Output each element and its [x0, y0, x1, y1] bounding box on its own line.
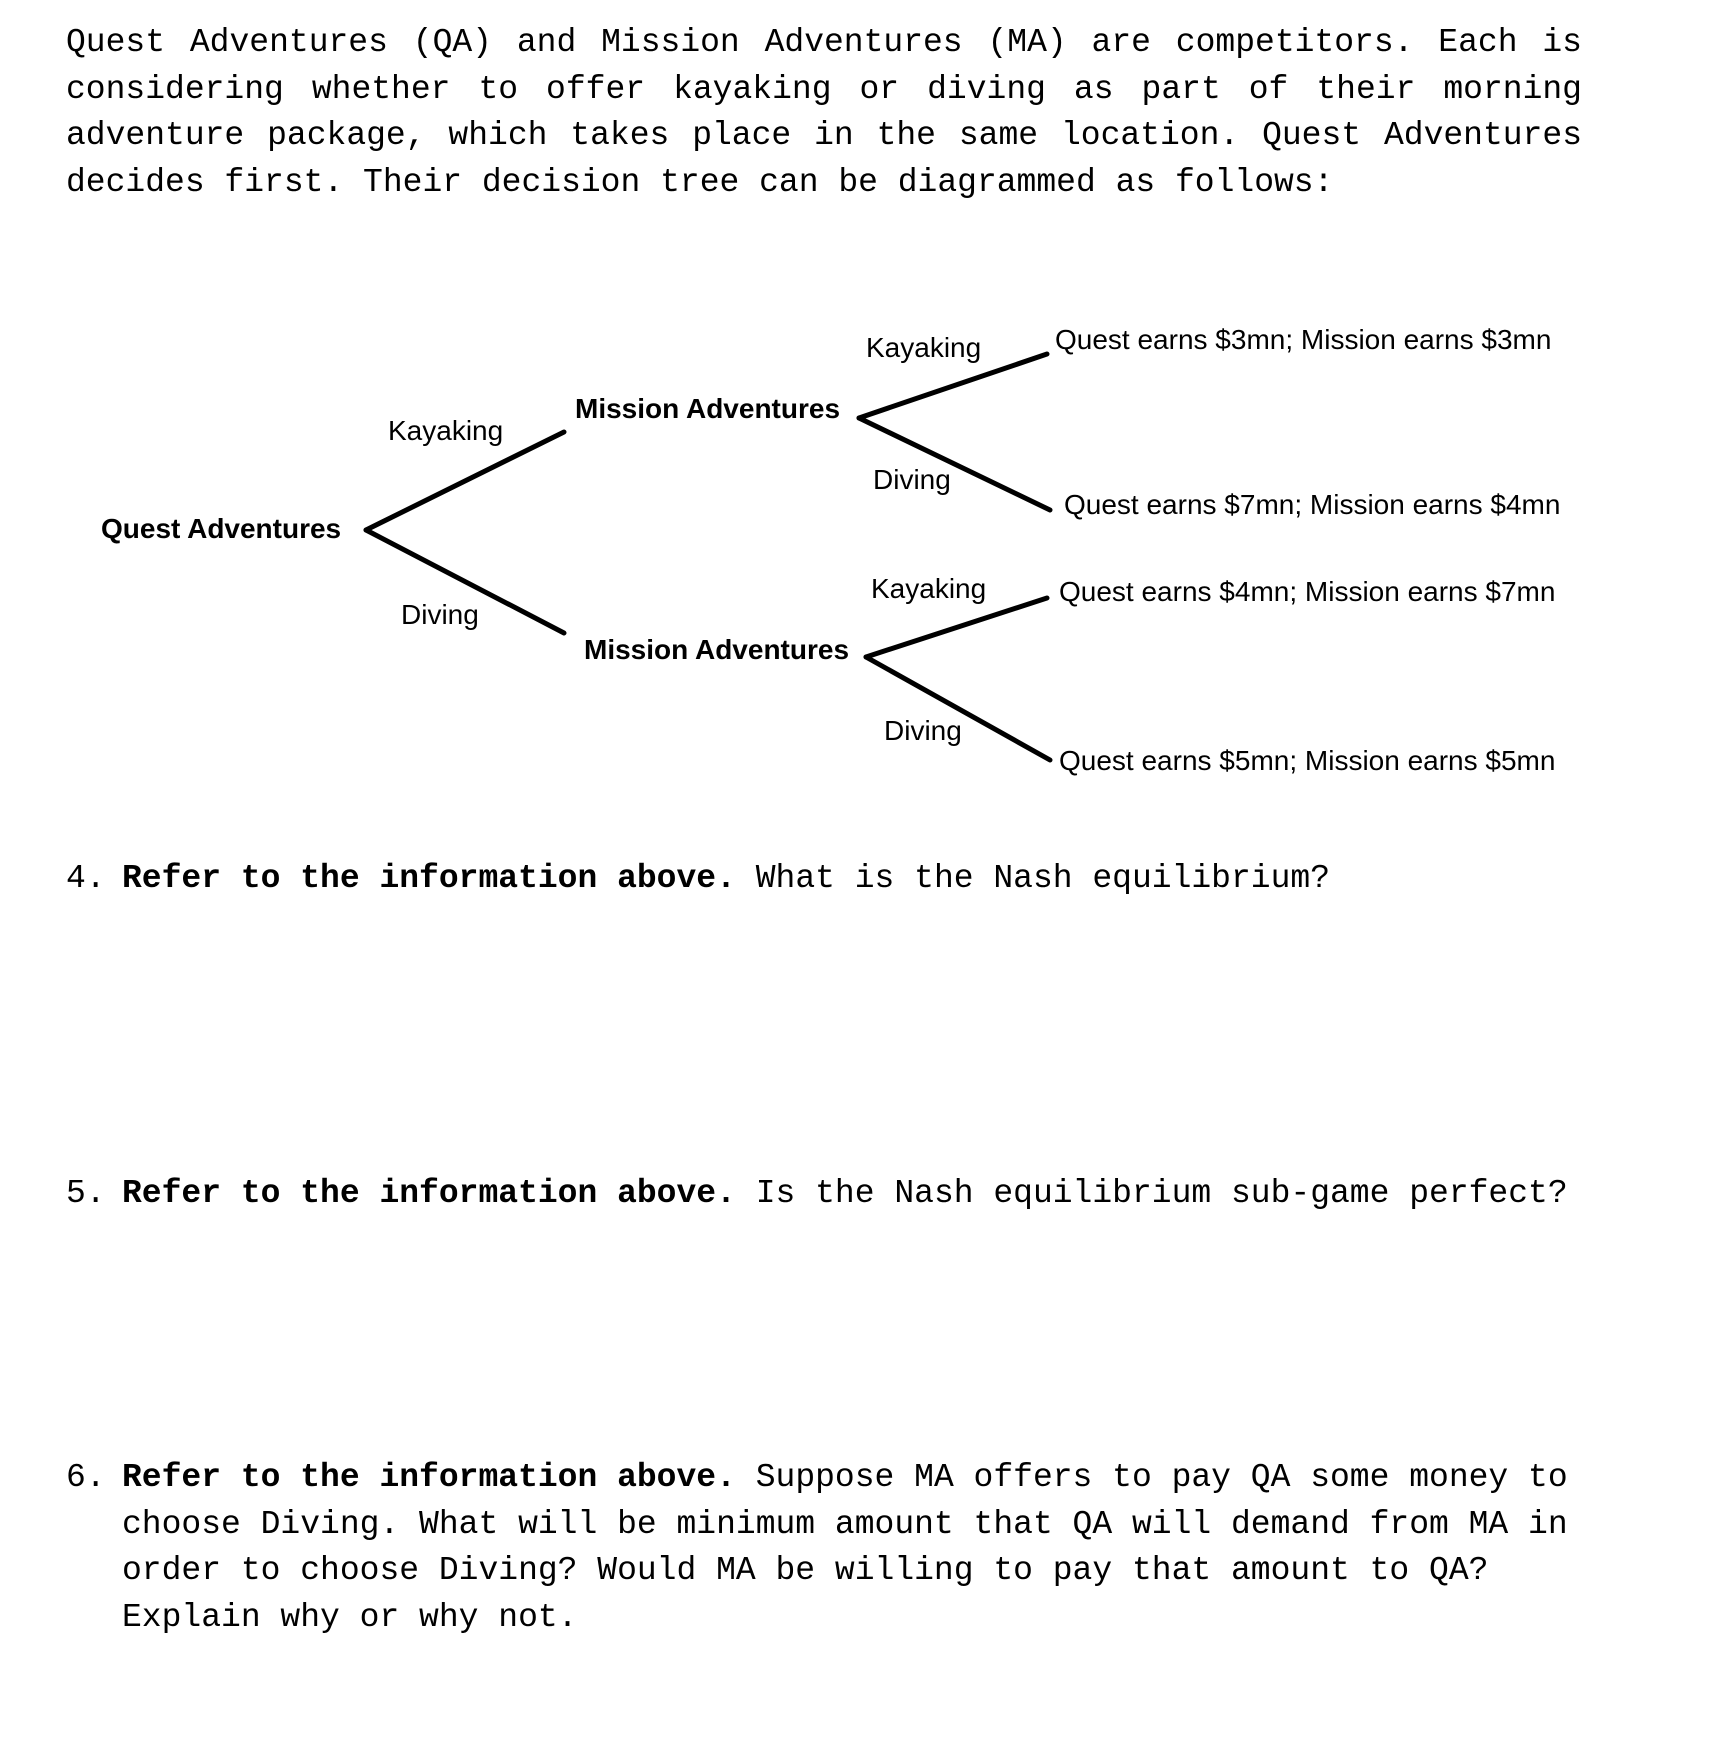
question-5-text: Is the Nash equilibrium sub-game perfect?	[735, 1175, 1568, 1212]
question-4-lead: Refer to the information above.	[122, 860, 736, 897]
edge-ma-bottom-kayaking	[866, 598, 1047, 657]
question-6	[66, 1455, 1586, 1641]
decision-tree	[0, 300, 1722, 800]
payoff-diving-diving: Quest earns $5mn; Mission earns $5mn	[1059, 745, 1556, 776]
intro-paragraph: Quest Adventures (QA) and Mission Adventures (MA) are competitors. Each is considering whether to offer kayaking or diving as part of their morning adventure package, which takes place in the same location. Quest Adventures decides first. Their decision tree can be diagrammed as follows:	[66, 24, 1582, 201]
question-6-lead: Refer to the information above.	[122, 1459, 736, 1496]
payoff-kayaking-kayaking: Quest earns $3mn; Mission earns $3mn	[1055, 324, 1552, 355]
question-4-number: 4.	[66, 860, 106, 897]
branch-label-ma-bottom-kayaking: Kayaking	[871, 573, 987, 604]
branch-label-qa-kayaking: Kayaking	[388, 415, 504, 446]
question-4-text: What is the Nash equilibrium?	[735, 860, 1331, 897]
branch-label-qa-diving: Diving	[401, 599, 479, 630]
payoff-diving-kayaking: Quest earns $4mn; Mission earns $7mn	[1059, 576, 1556, 607]
branch-label-ma-top-diving: Diving	[873, 464, 951, 495]
node-mission-adventures-bottom: Mission Adventures	[584, 634, 850, 665]
edge-ma-top-kayaking	[859, 354, 1047, 418]
question-5-number: 5.	[66, 1175, 106, 1212]
node-mission-adventures-top: Mission Adventures	[575, 393, 841, 424]
question-5	[66, 1171, 1586, 1218]
branch-label-ma-top-kayaking: Kayaking	[866, 332, 982, 363]
payoff-kayaking-diving: Quest earns $7mn; Mission earns $4mn	[1064, 489, 1561, 520]
edge-qa-kayaking	[366, 432, 564, 530]
node-quest-adventures: Quest Adventures	[101, 513, 342, 544]
question-6-number: 6.	[66, 1459, 106, 1496]
question-5-lead: Refer to the information above.	[122, 1175, 736, 1212]
question-6-text: Suppose MA offers to pay QA some money to choose Diving. What will be minimum amount that QA will demand from MA in order to choose Diving? Would MA be willing to pay that amount to QA? Explain why or why not.	[122, 1459, 1568, 1636]
question-4	[66, 856, 1586, 903]
branch-label-ma-bottom-diving: Diving	[884, 715, 962, 746]
